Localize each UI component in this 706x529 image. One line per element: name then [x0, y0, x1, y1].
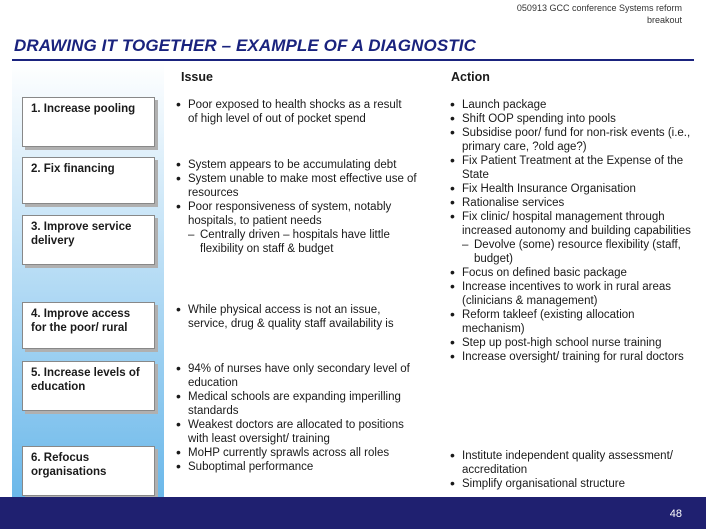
action-bullet: • Rationalise services [450, 196, 696, 210]
action-bullet: • Simplify organisational structure [450, 477, 696, 491]
action-bullet: • Focus on defined basic package [450, 266, 696, 280]
issue-bullet: • System appears to be accumulating debt [176, 158, 426, 172]
issue-bullet: • 94% of nurses have only secondary level of education [176, 362, 426, 390]
header-line-1: 050913 GCC conference Systems reform [516, 3, 682, 13]
row-label-improve-access: 4. Improve access for the poor/ rural [22, 302, 155, 349]
issue-bullet: • Weakest doctors are allocated to positions with least oversight/ training [176, 418, 426, 446]
row-label-improve-service-delivery: 3. Improve service delivery [22, 215, 155, 265]
slide-header [517, 2, 682, 26]
issue-block-financing-service [176, 158, 426, 256]
title-rule [12, 59, 694, 61]
column-header-issue: Issue [181, 70, 213, 84]
action-bullet: • Increase oversight/ training for rural doctors [450, 350, 696, 364]
page-number: 48 [669, 508, 682, 520]
action-block-main [450, 98, 696, 364]
issue-block-access [176, 303, 416, 331]
action-bullet: • Launch package [450, 98, 696, 112]
action-bullet: • Shift OOP spending into pools [450, 112, 696, 126]
column-header-action: Action [451, 70, 490, 84]
header-line-2: breakout [646, 15, 682, 25]
issue-bullet: • Medical schools are expanding imperilling standards [176, 390, 426, 418]
action-bullet: • Increase incentives to work in rural areas (clinicians & management) [450, 280, 696, 308]
issue-bullet: • Poor responsiveness of system, notably hospitals, to patient needs [176, 200, 426, 228]
issue-bullet: • While physical access is not an issue, service, drug & quality staff availability is [176, 303, 416, 331]
action-bullet: • Subsidise poor/ fund for non-risk events (i.e., primary care, ?old age?) [450, 126, 696, 154]
issue-bullet: • Poor exposed to health shocks as a result of high level of out of pocket spend [176, 98, 410, 126]
action-bullet: • Institute independent quality assessment/ accreditation [450, 449, 696, 477]
action-bullet: • Fix Health Insurance Organisation [450, 182, 696, 196]
action-sub-bullet: – Devolve (some) resource flexibility (staff, budget) [450, 238, 696, 266]
row-label-increase-education: 5. Increase levels of education [22, 361, 155, 411]
action-bullet: • Fix Patient Treatment at the Expense of the State [450, 154, 696, 182]
row-label-increase-pooling: 1. Increase pooling [22, 97, 155, 147]
issue-sub-bullet: – Centrally driven – hospitals have little flexibility on staff & budget [176, 228, 426, 256]
row-label-fix-financing: 2. Fix financing [22, 157, 155, 204]
issue-bullet: • System unable to make most effective use of resources [176, 172, 426, 200]
action-block-organisation [450, 449, 696, 491]
action-bullet: • Step up post-high school nurse training [450, 336, 696, 350]
issue-block-pooling [176, 98, 410, 126]
issue-bullet: • MoHP currently sprawls across all roles [176, 446, 426, 460]
action-bullet: • Reform takleef (existing allocation mechanism) [450, 308, 696, 336]
action-bullet: • Fix clinic/ hospital management through increased autonomy and building capabilities [450, 210, 696, 238]
slide-title: DRAWING IT TOGETHER – EXAMPLE OF A DIAGNOSTIC [14, 36, 476, 55]
issue-block-education-organisation [176, 362, 426, 474]
row-label-refocus-organisations: 6. Refocus organisations [22, 446, 155, 496]
issue-bullet: • Suboptimal performance [176, 460, 426, 474]
footer-bar [0, 497, 706, 529]
